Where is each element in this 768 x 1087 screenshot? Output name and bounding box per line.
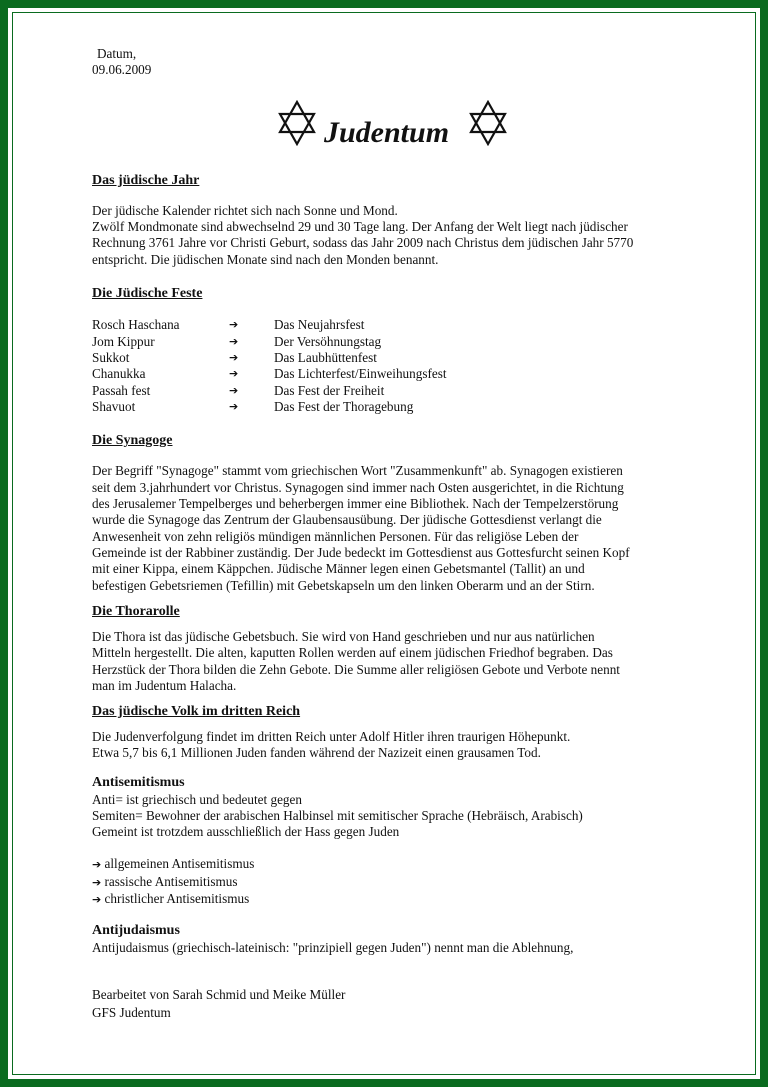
type-label: rassische Antisemitismus (104, 873, 238, 889)
fest-name: Rosch Haschana (92, 317, 180, 333)
type-label: christlicher Antisemitismus (104, 890, 250, 906)
date-label: Datum, (97, 46, 137, 61)
arrow-right-icon: ➔ (92, 875, 102, 889)
arrow-right-icon: ➔ (229, 334, 239, 348)
fest-meaning: Der Versöhnungstag (274, 333, 382, 349)
section-heading-volk: Das jüdische Volk im dritten Reich (92, 704, 301, 720)
arrow-right-icon: ➔ (92, 858, 102, 872)
synagoge-line: Anwesenheit von zehn religiös mündigen männlichen Personen. Für das religiöse Leben der (92, 528, 579, 544)
star-of-david-icon (468, 100, 508, 146)
antisemitismus-line: Gemeint ist trotzdem ausschließlich der Hass gegen Juden (92, 824, 400, 840)
section-heading-thorarolle: Die Thorarolle (92, 603, 180, 619)
fest-name: Passah fest (92, 382, 151, 398)
feste-table (92, 317, 692, 415)
antijudaismus-line: Antijudaismus (griechisch-lateinisch: "prinzipiell gegen Juden") nennt man die Ablehnung, (92, 939, 574, 955)
fest-name: Sukkot (92, 349, 130, 365)
fest-meaning: Das Fest der Thoragebung (274, 398, 414, 414)
fest-meaning: Das Neujahrsfest (274, 317, 365, 333)
section-heading-antijudaismus: Antijudaismus (92, 923, 180, 939)
footer-authors: Bearbeitet von Sarah Schmid und Meike Müller (92, 986, 346, 1002)
arrow-right-icon: ➔ (229, 350, 239, 364)
synagoge-line: Gemeinde ist der Rabbiner zuständig. Der Jude bedeckt im Gottesdienst aus Gottesfurcht seinen Kopf (92, 544, 630, 560)
arrow-right-icon: ➔ (229, 399, 239, 413)
fest-meaning: Das Laubhüttenfest (274, 349, 377, 365)
document-content (92, 46, 692, 1022)
antisemitismus-line: Anti= ist griechisch und bedeutet gegen (92, 791, 302, 807)
antisemitismus-type (92, 856, 692, 873)
volk-line: Die Judenverfolgung findet im dritten Reich unter Adolf Hitler ihren traurigen Höhepunkt. (92, 728, 571, 744)
volk-line: Etwa 5,7 bis 6,1 Millionen Juden fanden während der Nazizeit einen grausamen Tod. (92, 744, 541, 760)
jahr-line: Der jüdische Kalender richtet sich nach Sonne und Mond. (92, 202, 398, 218)
date-value: 09.06.2009 (92, 62, 152, 78)
synagoge-line: Der Begriff "Synagoge" stammt vom griechischen Wort "Zusammenkunft" ab. Synagogen existieren (92, 463, 623, 479)
synagoge-line: mit einer Kippa, einem Käppchen. Jüdische Männer legen einen Gebetsmantel (Tallit) an und (92, 561, 585, 577)
arrow-right-icon: ➔ (229, 367, 239, 381)
arrow-right-icon: ➔ (92, 892, 102, 906)
synagoge-line: wurde die Synagoge das Zentrum der Glaubensausübung. Der jüdische Gottesdienst verlangt die (92, 512, 602, 528)
thorarolle-line: Die Thora ist das jüdische Gebetsbuch. Sie wird von Hand geschrieben und nur aus natürlichen (92, 629, 595, 645)
page-title: Judentum (324, 116, 450, 149)
antisemitismus-line: Semiten= Bewohner der arabischen Halbinsel mit semitischer Sprache (Hebräisch, Arabisch) (92, 807, 583, 823)
type-label: allgemeinen Antisemitismus (104, 856, 255, 872)
fest-meaning: Das Lichterfest/Einweihungsfest (274, 366, 447, 382)
synagoge-line: seit dem 3.jahrhundert vor Christus. Synagogen sind immer nach Osten ausgerichtet, in die Richtung (92, 479, 624, 495)
jahr-line: entspricht. Die jüdischen Monate sind nach den Monden benannt. (92, 251, 439, 267)
arrow-right-icon: ➔ (229, 318, 239, 332)
antisemitismus-type (92, 891, 692, 908)
jahr-line: Zwölf Mondmonate sind abwechselnd 29 und 30 Tage lang. Der Anfang der Welt liegt nach jüdischer (92, 219, 628, 235)
fest-name: Jom Kippur (92, 333, 155, 349)
synagoge-line: befestigen Gebetsriemen (Tefillin) mit Gebetskapseln um den linken Oberarm und an der Stirn. (92, 577, 595, 593)
fest-name: Chanukka (92, 366, 146, 382)
synagoge-line: des Jerusalemer Tempelberges und beherbergen immer eine Bibliothek. Nach der Tempelzerstörung (92, 496, 619, 512)
section-heading-antisemitismus: Antisemitismus (92, 775, 185, 791)
thorarolle-line: man im Judentum Halacha. (92, 678, 237, 694)
thorarolle-line: Mitteln hergestellt. Die alten, kaputten Rollen werden auf einem jüdischen Friedhof begraben. Das (92, 645, 613, 661)
footer-course: GFS Judentum (92, 1004, 171, 1020)
fest-meaning: Das Fest der Freiheit (274, 382, 385, 398)
fest-name: Shavuot (92, 398, 136, 414)
star-of-david-icon (277, 100, 317, 146)
section-heading-jahr: Das jüdische Jahr (92, 172, 200, 188)
section-heading-feste: Die Jüdische Feste (92, 286, 203, 302)
thorarolle-line: Herzstück der Thora bilden die Zehn Gebote. Die Summe aller religiösen Gebote und Verbote nennt (92, 661, 620, 677)
section-heading-synagoge: Die Synagoge (92, 433, 173, 449)
antisemitismus-type (92, 874, 692, 891)
title-row (92, 100, 692, 160)
jahr-line: Rechnung 3761 Jahre vor Christi Geburt, sodass das Jahr 2009 nach Christus dem jüdischen Jahr 5770 (92, 235, 634, 251)
arrow-right-icon: ➔ (229, 383, 239, 397)
